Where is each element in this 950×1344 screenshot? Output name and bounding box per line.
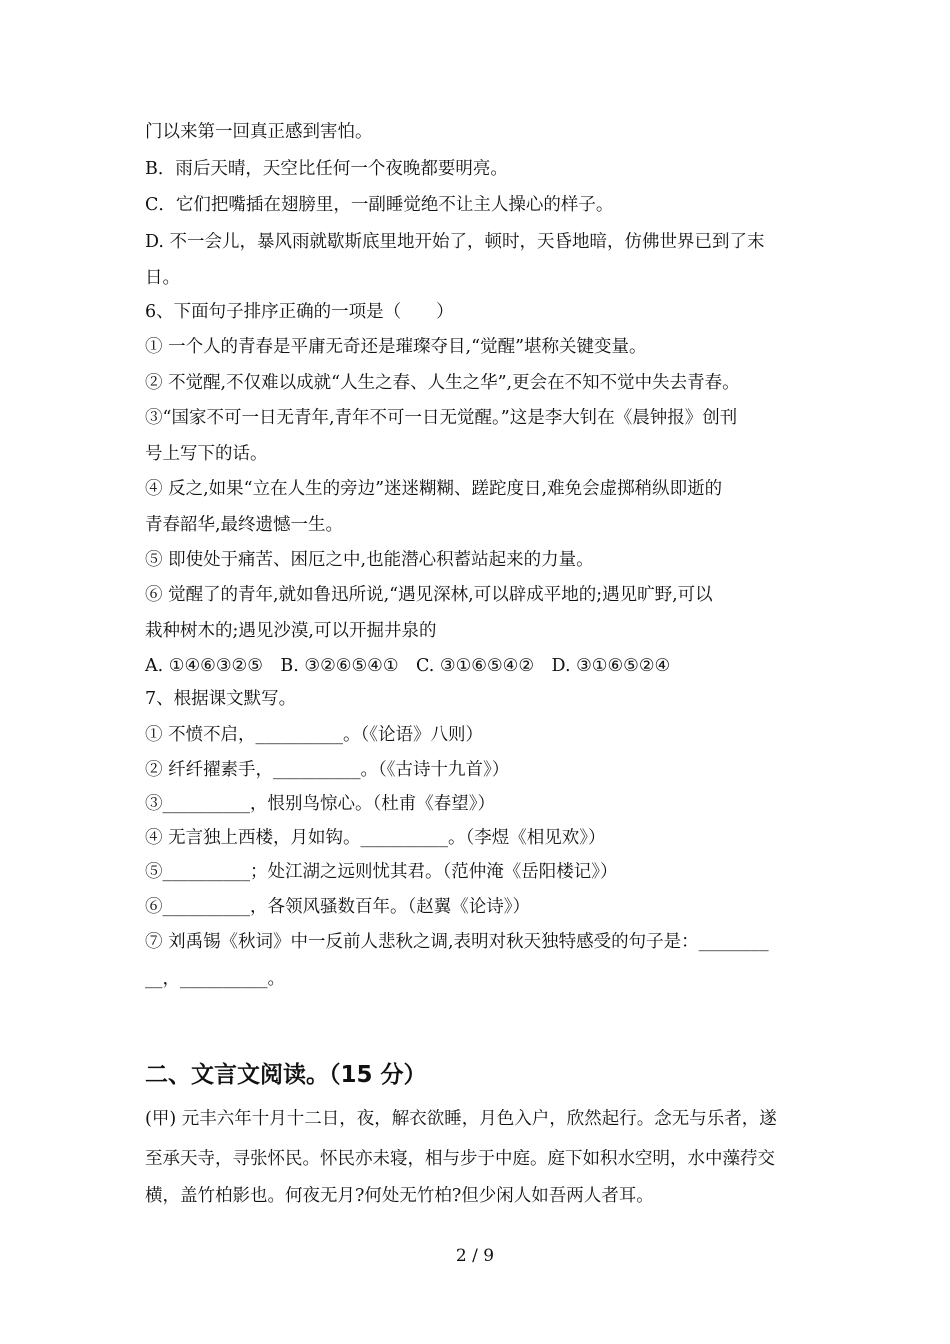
page-number: 2 / 9	[455, 1246, 495, 1266]
text-line: 门以来第一回真正感到害怕。	[145, 122, 373, 142]
blank-1: ① 不愤不启，__________。（《论语》八则）	[145, 725, 484, 745]
sentence-4: ④ 反之,如果“立在人生的旁边”迷迷糊糊、蹉跎度日,难免会虚掷稍纵即逝的	[145, 479, 723, 499]
text-line: 青春韶华,最终遗憾一生。	[145, 515, 344, 535]
passage-line: 至承天寺，寻张怀民。怀民亦未寝，相与步于中庭。庭下如积水空明，水中藻荇交	[145, 1149, 775, 1169]
sentence-2: ② 不觉醒,不仅难以成就“人生之春、人生之华”,更会在不知不觉中失去青春。	[145, 373, 740, 393]
question-6-options: A. ①④⑥③②⑤ B. ③②⑥⑤④① C. ③①⑥⑤④② D. ③①⑥⑤②④	[145, 656, 671, 676]
text-line: 日。	[145, 268, 180, 288]
blank-6: ⑥__________，各领风骚数百年。（赵翼《论诗》）	[145, 897, 530, 917]
blank-3: ③__________，恨别鸟惊心。（杜甫《春望》）	[145, 794, 495, 814]
section-heading: 二、文言文阅读。（15 分）	[145, 1062, 427, 1088]
blank-5: ⑤__________；处江湖之远则忧其君。（范仲淹《岳阳楼记》）	[145, 862, 618, 882]
passage-line: (甲) 元丰六年十月十二日，夜，解衣欲睡，月色入户，欣然起行。念无与乐者，遂	[145, 1109, 777, 1129]
option-d: D. 不一会儿，暴风雨就歇斯底里地开始了，顿时，天昏地暗，仿佛世界已到了末	[145, 232, 765, 252]
passage-line: 横，盖竹柏影也。何夜无月?何处无竹柏?但少闲人如吾两人者耳。	[145, 1186, 654, 1206]
text-line: __，__________。	[145, 969, 285, 989]
sentence-1: ① 一个人的青春是平庸无奇还是璀璨夺目,“觉醒”堪称关键变量。	[145, 337, 647, 357]
question-7: 7、根据课文默写。	[145, 689, 297, 709]
sentence-3: ③“国家不可一日无青年,青年不可一日无觉醒。”这是李大钊在《晨钟报》创刊	[145, 408, 738, 428]
option-c: C．它们把嘴插在翅膀里，一副睡觉绝不让主人操心的样子。	[145, 195, 614, 215]
blank-4: ④ 无言独上西楼，月如钩。__________。（李煜《相见欢》）	[145, 828, 606, 848]
sentence-5: ⑤ 即使处于痛苦、困厄之中,也能潜心积蓄站起来的力量。	[145, 550, 594, 570]
sentence-6: ⑥ 觉醒了的青年,就如鲁迅所说,“遇见深林,可以辟成平地的;遇见旷野,可以	[145, 585, 713, 605]
question-6: 6、下面句子排序正确的一项是（ ）	[145, 302, 454, 322]
blank-7: ⑦ 刘禹锡《秋词》中一反前人悲秋之调,表明对秋天独特感受的句子是：________	[145, 932, 769, 952]
blank-2: ② 纤纤擢素手，__________。（《古诗十九首》）	[145, 760, 510, 780]
option-b: B．雨后天晴，天空比任何一个夜晚都要明亮。	[145, 159, 508, 179]
text-line: 栽种树木的;遇见沙漠,可以开掘井泉的	[145, 621, 437, 641]
text-line: 号上写下的话。	[145, 444, 268, 464]
